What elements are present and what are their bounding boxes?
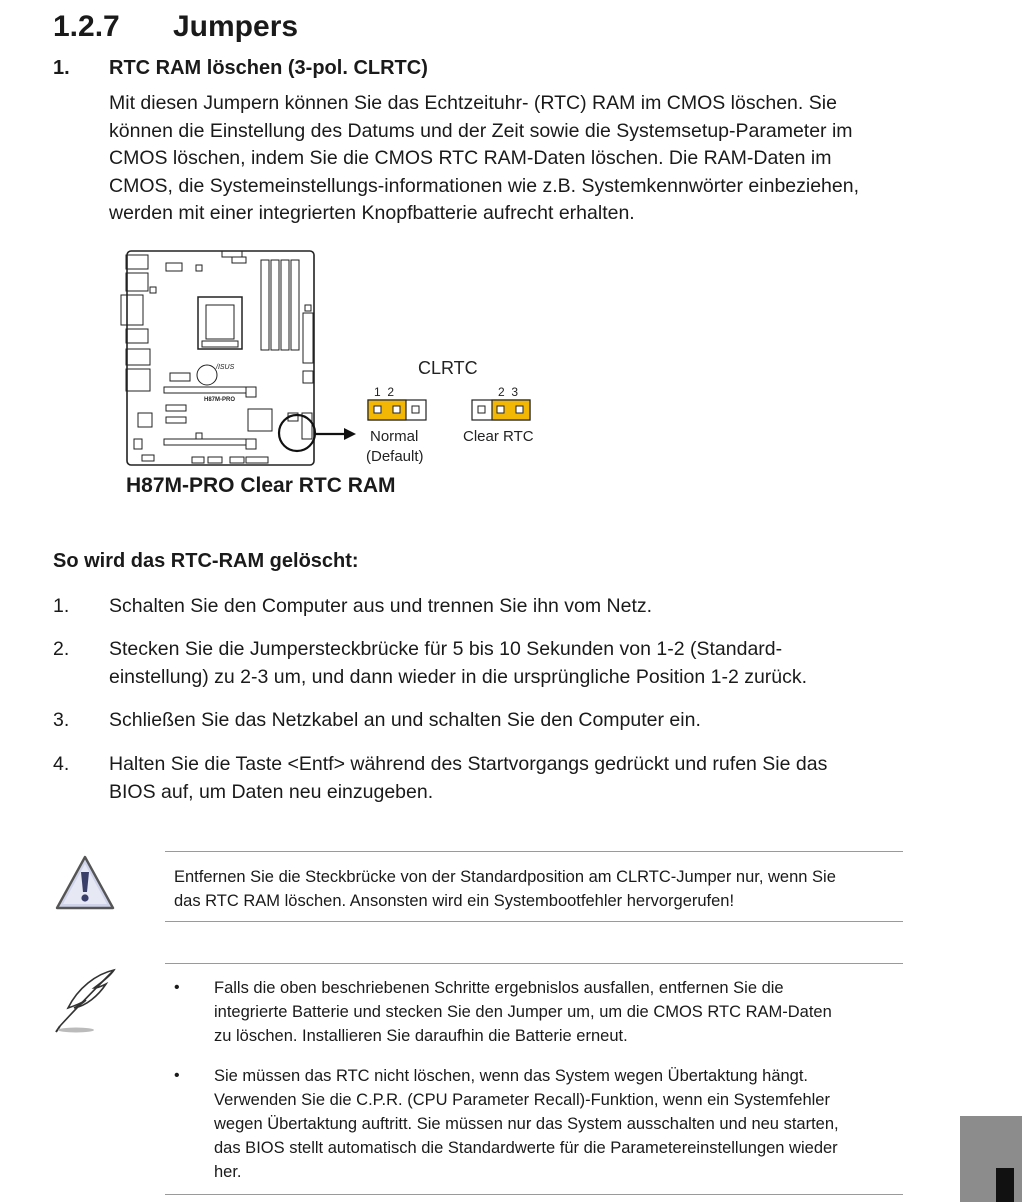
note-bottom-rule [165, 1194, 903, 1195]
step-text [109, 636, 889, 691]
note-text [214, 976, 902, 1048]
intro-line: CMOS löschen, indem Sie die CMOS RTC RAM-Daten löschen. Die RAM-Daten im [109, 147, 832, 169]
note-text [214, 1064, 902, 1184]
section-title: Jumpers [173, 10, 299, 43]
step-text [109, 707, 889, 735]
intro-line: Mit diesen Jumpern können Sie das Echtzeituhr- (RTC) RAM im CMOS löschen. Sie [109, 92, 837, 114]
clear-pin-numbers: 2 3 [498, 385, 519, 399]
subsection-title: RTC RAM löschen (3-pol. CLRTC) [109, 57, 428, 79]
board-label: H87M-PRO [204, 397, 236, 403]
normal-label: Normal [370, 428, 419, 445]
step-text [109, 593, 889, 621]
note-line: her. [214, 1163, 242, 1181]
step-number: 4. [53, 753, 70, 775]
step-line: Halten Sie die Taste <Entf> während des Startvorgangs gedrückt und rufen Sie das [109, 753, 828, 775]
warning-bottom-rule [165, 921, 903, 922]
intro-line: werden mit einer integrierten Knopfbatterie aufrecht erhalten. [109, 202, 635, 224]
note-line: Falls die oben beschriebenen Schritte ergebnislos ausfallen, entfernen Sie die [214, 979, 784, 997]
note-line: Sie müssen das RTC nicht löschen, wenn das System wegen Übertaktung hängt. [214, 1067, 809, 1085]
howto-heading: So wird das RTC-RAM gelöscht: [53, 550, 359, 572]
warning-icon [54, 854, 116, 912]
warning-top-rule [165, 851, 903, 852]
step-line: BIOS auf, um Daten neu einzugeben. [109, 780, 434, 803]
intro-line: können die Einstellung des Datums und der Zeit sowie die Systemsetup-Parameter im [109, 119, 853, 142]
step-text [109, 751, 889, 806]
warning-line: Entfernen Sie die Steckbrücke von der Standardposition am CLRTC-Jumper nur, wenn Sie [174, 868, 836, 886]
chapter-tab-marker [996, 1168, 1014, 1202]
clrtc-diagram [120, 243, 560, 473]
section-number: 1.2.7 [53, 10, 120, 43]
clrtc-label: CLRTC [418, 358, 478, 378]
svg-text:/ISUS: /ISUS [216, 364, 235, 371]
figure-caption: H87M-PRO Clear RTC RAM [126, 474, 396, 497]
clear-rtc-jumper [472, 400, 530, 420]
note-bullet: • [174, 1067, 180, 1084]
step-number: 3. [53, 709, 70, 731]
subsection-number: 1. [53, 57, 70, 79]
note-line: Verwenden Sie die C.P.R. (CPU Parameter Recall)-Funktion, wenn ein Systemfehler [214, 1091, 830, 1109]
normal-jumper [368, 400, 426, 420]
note-line: das BIOS stellt automatisch die Standardwerte für die Parametereinstellungen wieder [214, 1139, 838, 1157]
warning-text [174, 865, 902, 913]
step-line: Schließen Sie das Netzkabel an und schalten Sie den Computer ein. [109, 709, 701, 731]
warning-line: das RTC RAM löschen. Ansonsten wird ein Systembootfehler hervorgerufen! [174, 892, 735, 910]
feather-pen-icon [52, 966, 120, 1034]
note-line: integrierte Batterie und stecken Sie den Jumper um, um die CMOS RTC RAM-Daten [214, 1003, 832, 1021]
normal-pin-numbers: 1 2 [374, 385, 395, 399]
step-line: einstellung) zu 2-3 um, und dann wieder in die ursprüngliche Position 1-2 zurück. [109, 665, 808, 688]
normal-default-label: (Default) [366, 448, 424, 465]
step-number: 2. [53, 638, 70, 660]
note-line: zu löschen. Installieren Sie daraufhin die Batterie erneut. [214, 1027, 628, 1045]
intro-line: CMOS, die Systemeinstellungs-informationen wie z.B. Systemkennwörter einbeziehen, [109, 174, 860, 197]
motherboard-outline [121, 251, 314, 465]
intro-paragraph [109, 90, 909, 228]
clear-rtc-label: Clear RTC [463, 428, 534, 445]
step-line: Stecken Sie die Jumpersteckbrücke für 5 bis 10 Sekunden von 1-2 (Standard- [109, 638, 783, 660]
step-number: 1. [53, 595, 70, 617]
step-line: Schalten Sie den Computer aus und trennen Sie ihn vom Netz. [109, 595, 653, 617]
note-line: wegen Übertaktung auftritt. Sie müssen nur das System ausschalten und neu starten, [214, 1115, 839, 1133]
note-top-rule [165, 963, 903, 964]
note-bullet: • [174, 979, 180, 996]
